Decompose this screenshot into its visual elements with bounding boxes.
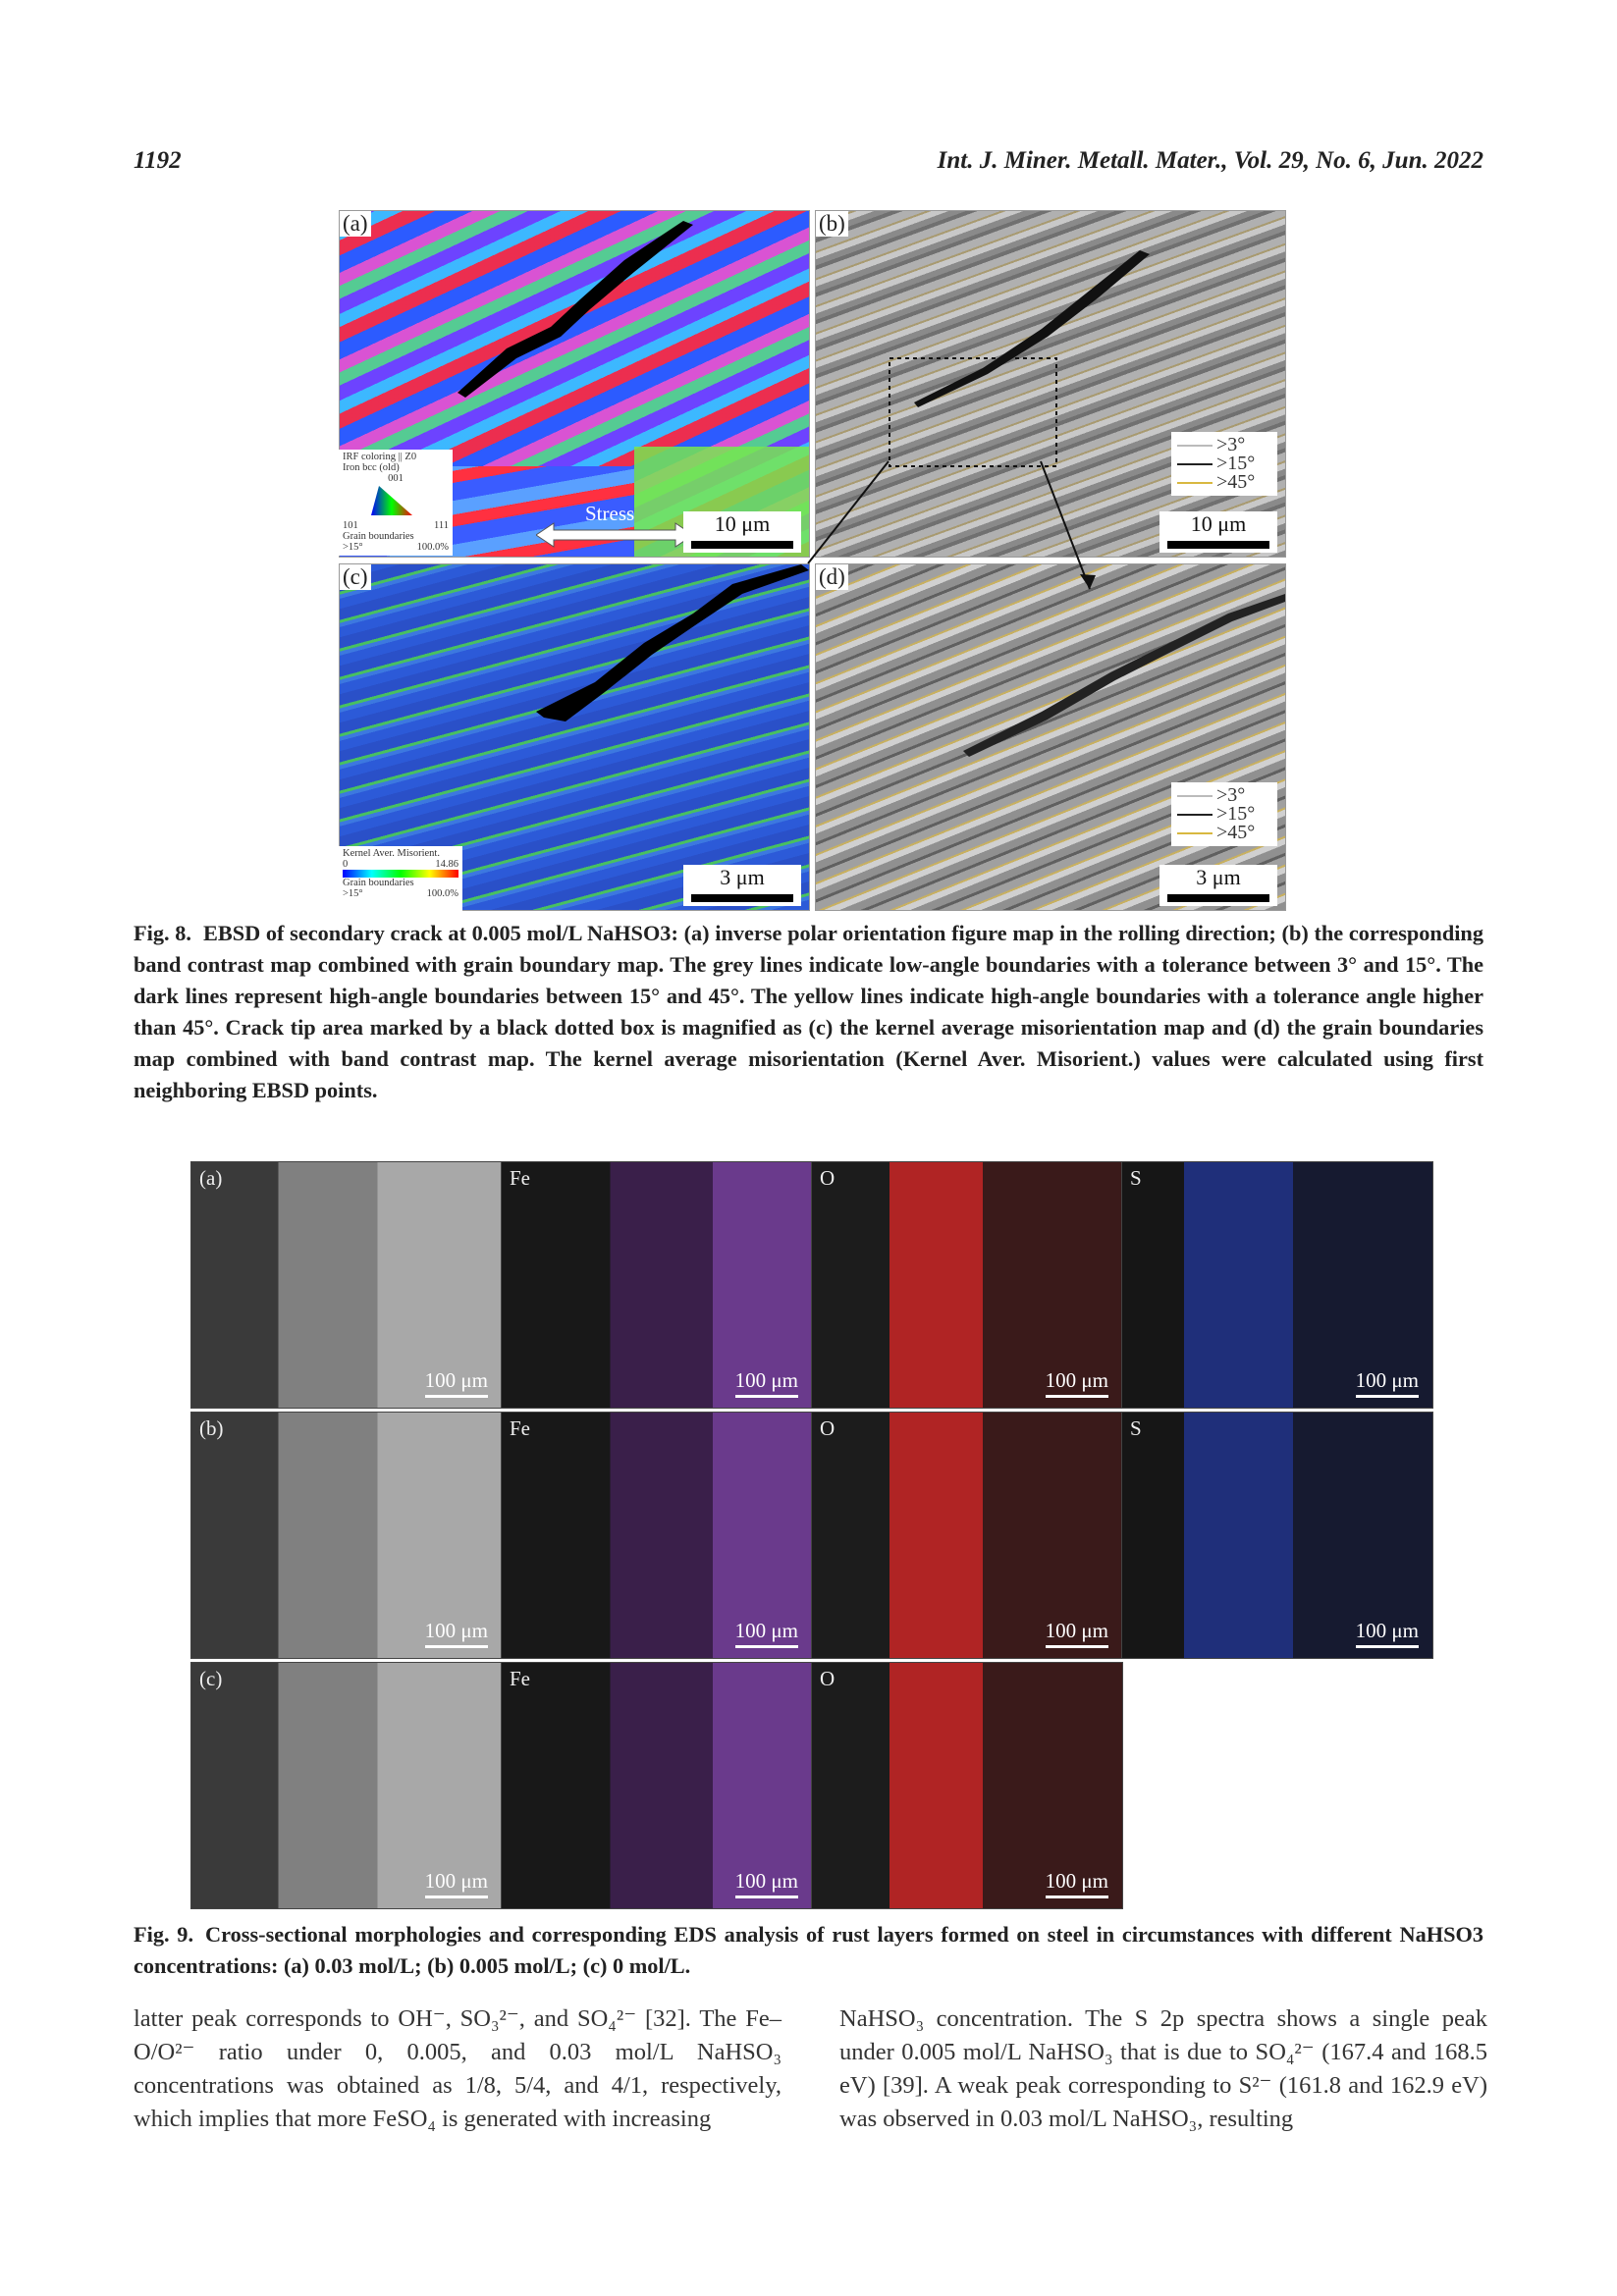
eds-cell-r2-c3 (811, 1412, 1123, 1659)
eds-cell-label: (c) (199, 1667, 223, 1690)
eds-cell-r1-c2 (501, 1161, 813, 1409)
fig8-caption (134, 918, 1483, 1106)
fig8-panel-b (815, 210, 1286, 558)
eds-cell-r2-c1 (190, 1412, 503, 1659)
eds-cell-r3-c2 (501, 1662, 813, 1909)
fig9-caption-label: Fig. 9. (134, 1922, 194, 1947)
body-text-right: NaHSO₃ concentration. The S 2p spectra shows a single peak under 0.005 mol/L NaHSO₃ that is due to SO₄²⁻ (167.4 and 168.5 eV) [39]. A weak peak corresponding to S²⁻ (161.8 and 162.9 eV) was observed in 0.03 mol/L NaHSO₃, resulting (839, 2005, 1487, 2132)
kam-colorbar (343, 870, 458, 878)
stress-arrow (536, 502, 693, 551)
eds-cell-r2-c4 (1121, 1412, 1433, 1659)
eds-scale-bar: 100 μm (1046, 1368, 1108, 1398)
eds-cell-r1-c1 (190, 1161, 503, 1409)
eds-scale-bar: 100 μm (1356, 1368, 1419, 1398)
fig8-caption-text: EBSD of secondary crack at 0.005 mol/L NaHSO3: (a) inverse polar orientation figure map in the rolling direction; (b) the corresponding band contrast map combined with grain boundary map. The grey lines indicate low-angle boundaries with a tolerance between 3° and 15°. The dark lines represent high-angle boundaries between 15° and 45°. The yellow lines indicate high-angle boundaries with a tolerance angle higher than 45°. Crack tip area marked by a black dotted box is magnified as (c) the kernel average misorientation map and (d) the grain boundaries map combined with band contrast map. The kernel average misorientation (Kernel Aver. Misorient.) values were calculated using first neighboring EBSD points. (134, 921, 1483, 1102)
eds-scale-bar: 100 μm (1356, 1619, 1419, 1648)
crack-shape-b (816, 211, 1285, 557)
panel-label-a: (a) (340, 211, 371, 237)
gb-legend-d: >3° >15° >45° (1171, 782, 1277, 846)
scale-bar-b: 10 μm (1159, 511, 1277, 553)
eds-cell-r1-c3 (811, 1161, 1123, 1409)
eds-scale-bar: 100 μm (735, 1619, 798, 1648)
panel-label-d: (d) (816, 564, 848, 590)
body-text-left: latter peak corresponds to OH⁻, SO₃²⁻, and SO₄²⁻ [32]. The Fe–O/O²⁻ ratio under 0, 0.005, and 0.03 mol/L NaHSO₃ concentrations was obtained as 1/8, 5/4, and 4/1, respectively, which implies that more FeSO₄ is generated with increasing (134, 2005, 782, 2132)
eds-scale-bar: 100 μm (425, 1368, 488, 1398)
ipf-legend: IRF coloring || Z0 Iron bcc (old) 001 101 111 Grain boundaries >15° 100.0% (339, 450, 453, 556)
page-number: 1192 (134, 147, 182, 174)
eds-cell-label: (b) (199, 1416, 224, 1440)
eds-scale-bar: 100 μm (735, 1869, 798, 1898)
eds-cell-label: (a) (199, 1166, 223, 1190)
eds-scale-bar: 100 μm (1046, 1869, 1108, 1898)
scale-bar-c: 3 μm (683, 865, 801, 906)
eds-cell-label: S (1130, 1166, 1142, 1190)
eds-cell-r2-c2 (501, 1412, 813, 1659)
eds-cell-label: Fe (510, 1416, 530, 1440)
panel-label-c: (c) (340, 564, 371, 590)
eds-cell-label: Fe (510, 1667, 530, 1690)
eds-cell-r3-c3 (811, 1662, 1123, 1909)
eds-cell-r1-c4 (1121, 1161, 1433, 1409)
ipf-triangle-icon (367, 484, 416, 517)
panel-label-b: (b) (816, 211, 848, 237)
journal-header: Int. J. Miner. Metall. Mater., Vol. 29, No. 6, Jun. 2022 (937, 147, 1483, 174)
gb-legend-b: >3° >15° >45° (1171, 432, 1277, 496)
eds-cell-label: O (820, 1416, 835, 1440)
eds-scale-bar: 100 μm (425, 1619, 488, 1648)
fig9-caption-text: Cross-sectional morphologies and corresponding EDS analysis of rust layers formed on steel in circumstances with different NaHSO3 concentrations: (a) 0.03 mol/L; (b) 0.005 mol/L; (c) 0 mol/L. (134, 1922, 1483, 1978)
eds-cell-label: S (1130, 1416, 1142, 1440)
eds-scale-bar: 100 μm (1046, 1619, 1108, 1648)
eds-cell-label: O (820, 1166, 835, 1190)
crack-shape-d (816, 564, 1285, 910)
scale-bar-a: 10 μm (683, 511, 801, 553)
kam-legend: Kernel Aver. Misorient. 0 14.86 Grain boundaries >15° 100.0% (339, 846, 462, 911)
fig8-panel-d (815, 563, 1286, 911)
eds-scale-bar: 100 μm (735, 1368, 798, 1398)
scale-bar-d: 3 μm (1159, 865, 1277, 906)
eds-cell-label: Fe (510, 1166, 530, 1190)
eds-cell-r3-c1 (190, 1662, 503, 1909)
stress-label: Stress (585, 502, 635, 525)
eds-cell-label: O (820, 1667, 835, 1690)
eds-scale-bar: 100 μm (425, 1869, 488, 1898)
fig8-caption-label: Fig. 8. (134, 921, 191, 945)
fig9-caption (134, 1919, 1483, 1982)
